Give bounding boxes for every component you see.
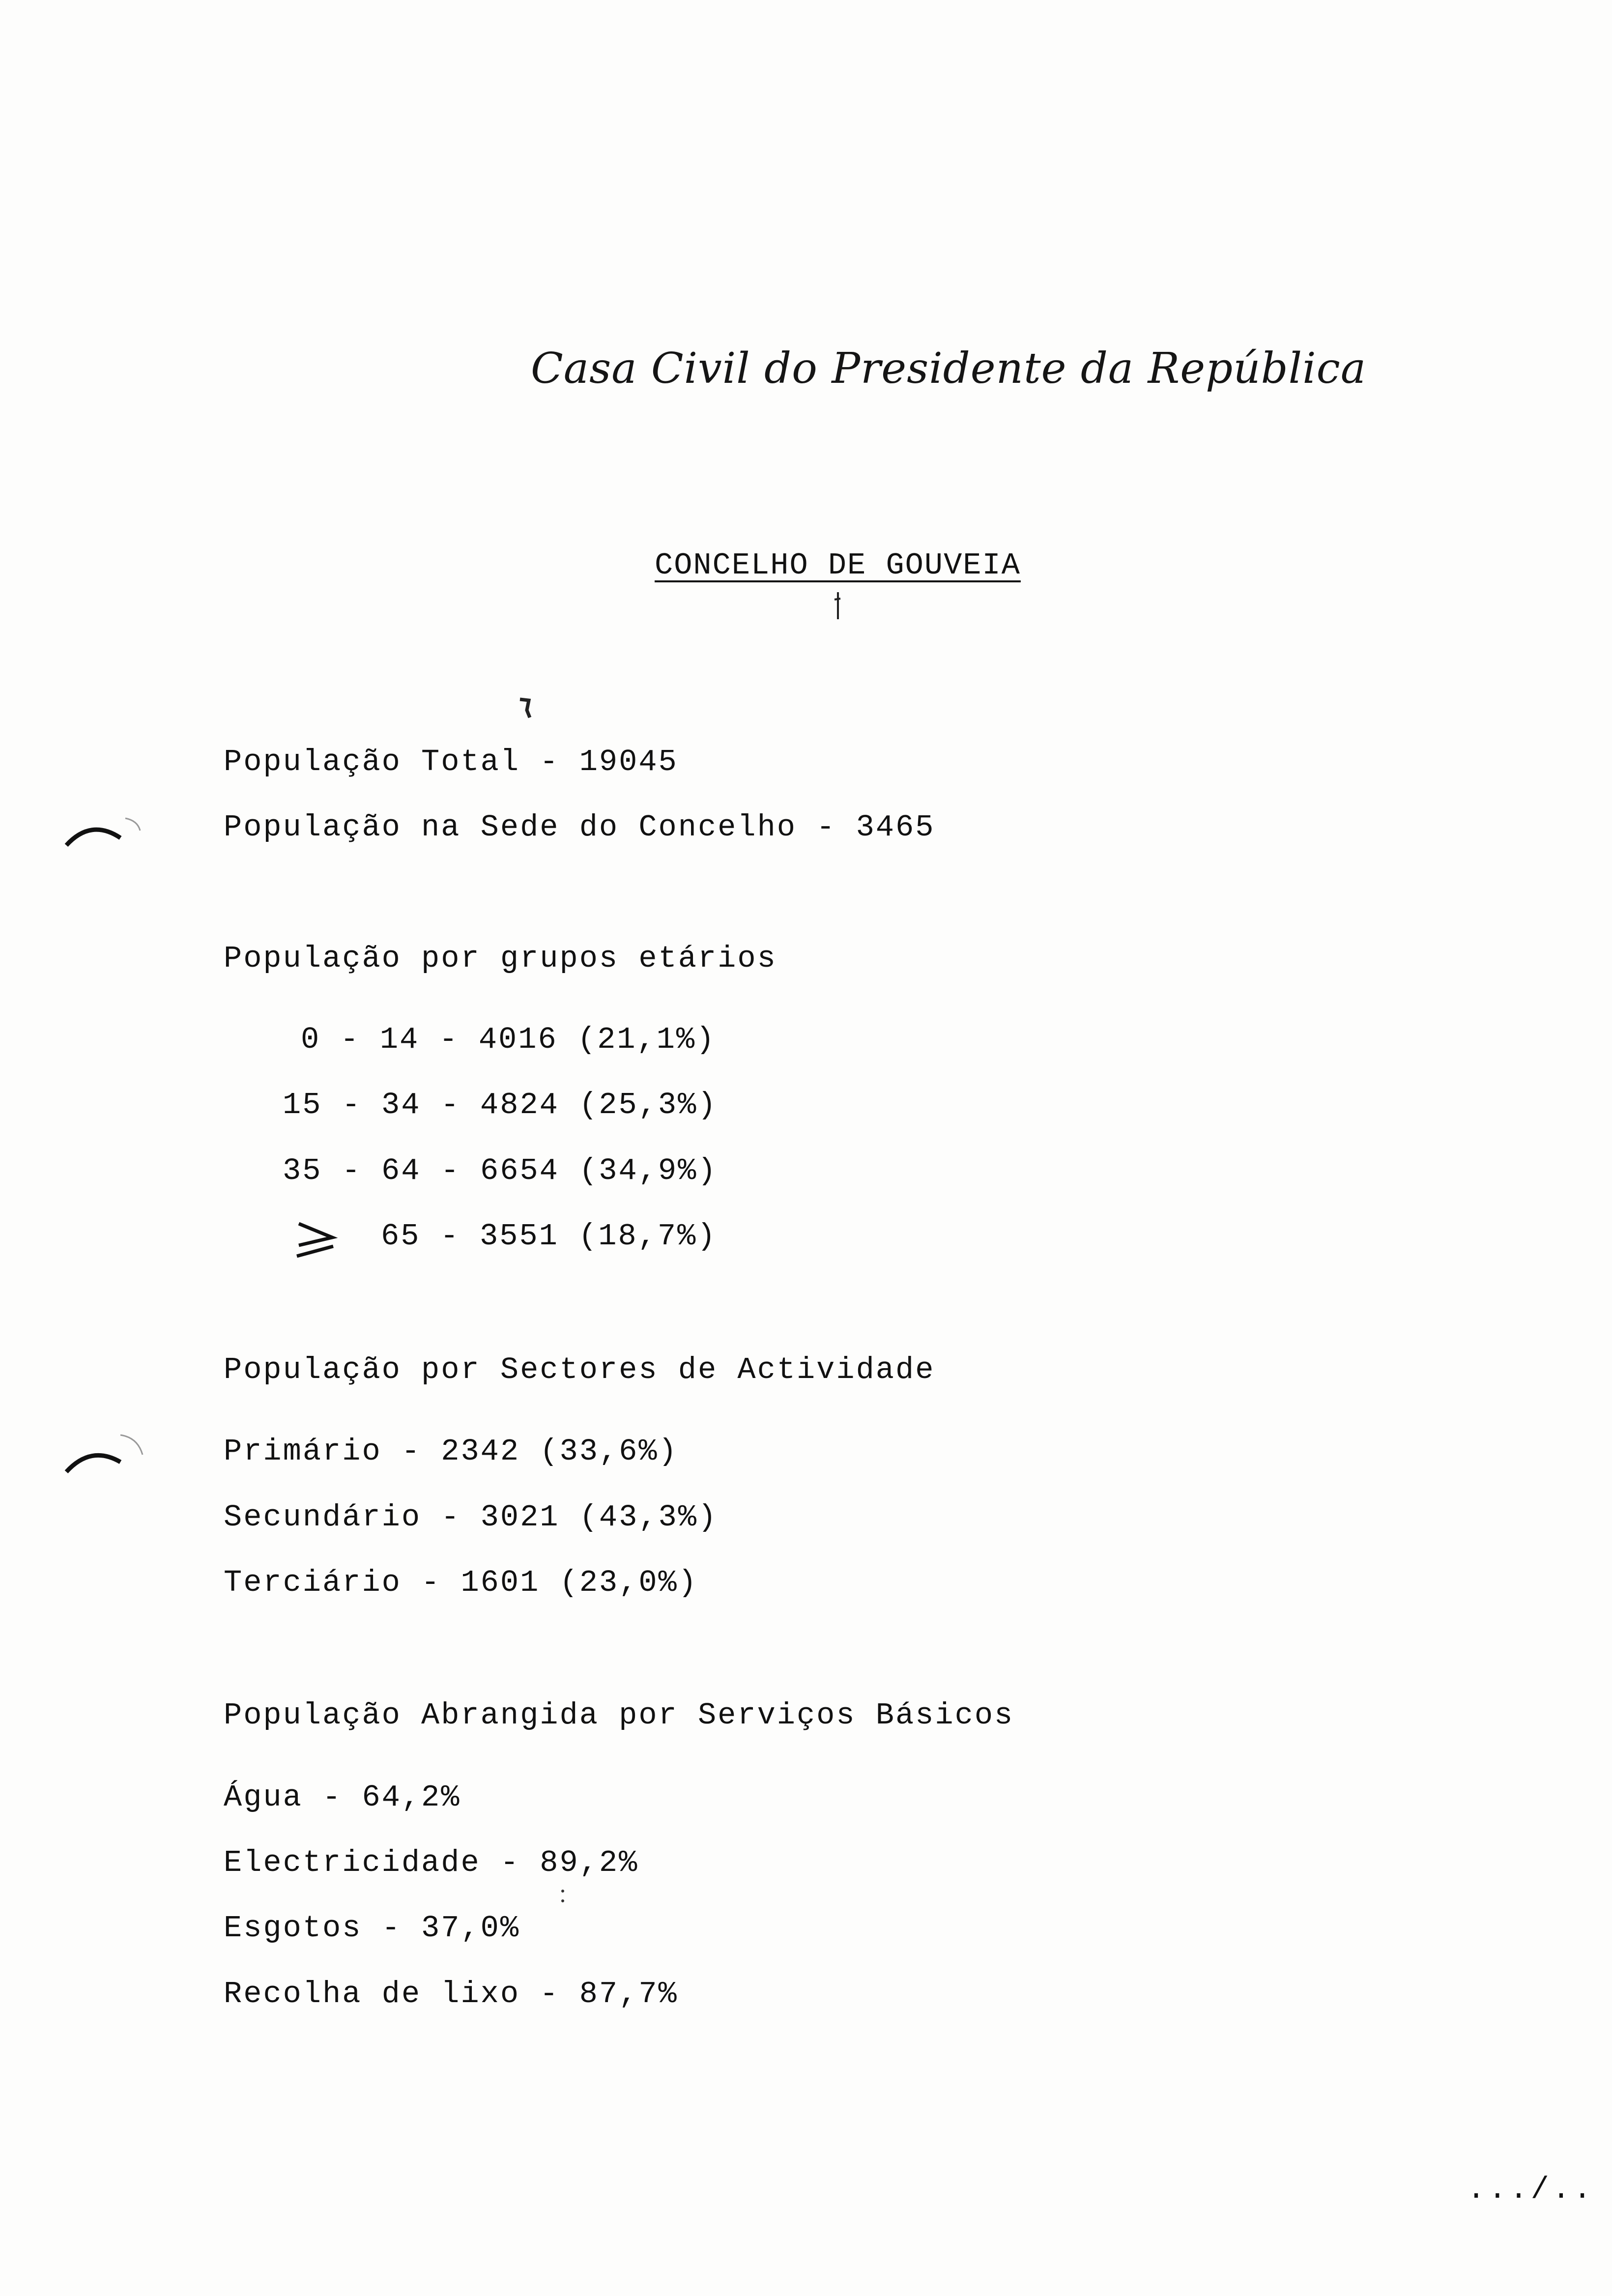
punch-hole-mark	[61, 1425, 145, 1479]
scan-mark	[559, 1887, 566, 1912]
letterhead: Casa Civil do Presidente da República	[531, 344, 1367, 393]
page-continuation: .../..	[1467, 2172, 1595, 2207]
punch-hole-mark	[61, 808, 145, 853]
sector-row: Terciário - 1601 (23,0%)	[224, 1565, 698, 1600]
population-total: População Total - 19045	[224, 745, 678, 779]
age-group-row: 15 - 34 - 4824 (25,3%)	[283, 1088, 718, 1122]
page-title: CONCELHO DE GOUVEIA	[655, 548, 1021, 583]
greater-or-equal-symbol	[294, 1218, 338, 1262]
service-row: Água - 64,2%	[224, 1780, 461, 1815]
sector-row: Secundário - 3021 (43,3%)	[224, 1500, 718, 1535]
scan-mark	[516, 695, 536, 725]
service-row: Electricidade - 89,2%	[224, 1845, 639, 1880]
service-row: Recolha de lixo - 87,7%	[224, 1977, 678, 2011]
age-group-row: 35 - 64 - 6654 (34,9%)	[283, 1153, 718, 1188]
age-group-row: 0 - 14 - 4016 (21,1%)	[301, 1022, 716, 1057]
services-heading: População Abrangida por Serviços Básicos	[224, 1698, 1014, 1733]
population-seat: População na Sede do Concelho - 3465	[224, 810, 935, 845]
age-group-row: 65 - 3551 (18,7%)	[381, 1219, 717, 1254]
scan-mark	[831, 590, 845, 624]
sectors-heading: População por Sectores de Actividade	[224, 1352, 935, 1387]
service-row: Esgotos - 37,0%	[224, 1911, 520, 1946]
age-groups-heading: População por grupos etários	[224, 941, 777, 976]
sector-row: Primário - 2342 (33,6%)	[224, 1434, 678, 1469]
